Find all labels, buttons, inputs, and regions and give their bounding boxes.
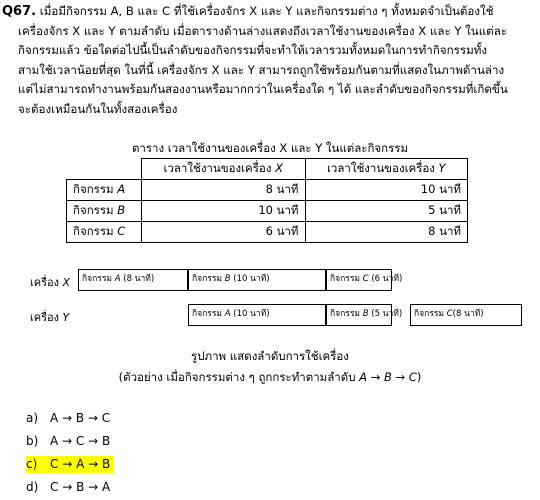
question-line-4: สามใช้เวลาน้อยที่สุด ในที่นี้ เครื่องจักร X และ Y สามารถถูกใช้พร้อมกันตามที่แสดงในภาพด้านล่าง [18, 62, 505, 77]
bar-duration: (5 นาที) [368, 309, 403, 319]
choice-text: A → B → C [50, 411, 111, 425]
cell-x-value: 6 นาที [142, 222, 306, 243]
choice-letter: d) [26, 480, 39, 494]
choice-text: A → C → B [50, 434, 111, 448]
bar-duration: (8 นาที) [120, 274, 155, 284]
bar-text: กิจกรรม [192, 274, 225, 284]
row-label-var: B [117, 203, 126, 217]
machine-y-text: เครื่อง [30, 311, 63, 324]
question-line-6: จะต้องเหมือนกันในทั้งสองเครื่อง [18, 101, 178, 116]
row-label [67, 201, 142, 222]
table-row [67, 222, 468, 243]
machine-x-label [30, 273, 70, 291]
figure-caption: รูปภาพ แสดงลำดับการใช้เครื่อง [191, 349, 349, 363]
table-caption: ตาราง เวลาใช้งานของเครื่อง X และ Y ในแต่ละกิจกรรม [131, 141, 409, 155]
cell-y-value: 10 นาที [305, 180, 467, 201]
choice-c[interactable] [26, 456, 114, 473]
question-line-3: กิจกรรมแล้ว ข้อใดต่อไปนี้เป็นลำดับของกิจกรรมที่จะทำให้เวลารวมทั้งหมดในการทำกิจกรรมทั้ง [18, 43, 488, 57]
bar-x-activity-c [326, 269, 403, 291]
bar-text: กิจกรรม [414, 309, 447, 319]
question-block [2, 2, 536, 119]
bar-text: กิจกรรม [192, 309, 225, 319]
header-x-text: เวลาใช้งานของเครื่อง [163, 161, 276, 175]
choice-letter: b) [26, 434, 39, 448]
row-label [67, 222, 142, 243]
table-header-y [305, 159, 467, 180]
bar-text: กิจกรรม [330, 274, 363, 284]
bar-x-activity-b [188, 269, 326, 291]
question-line-1 [2, 2, 536, 22]
bar-x-activity-a [78, 269, 188, 291]
row-label-var: C [117, 224, 126, 238]
bar-var: B [224, 274, 231, 284]
machine-y-label [30, 308, 69, 326]
bar-text: กิจกรรม [82, 274, 115, 284]
cell-y-value: 5 นาที [305, 201, 467, 222]
bar-var: A [224, 309, 231, 319]
row-label-text: กิจกรรม [73, 224, 118, 238]
choice-a[interactable] [26, 410, 114, 427]
bar-duration: (8 นาที) [452, 309, 484, 319]
table-row [67, 201, 468, 222]
row-label-var: A [117, 182, 126, 196]
bar-duration: (6 นาที) [368, 274, 403, 284]
bar-y-activity-c [410, 304, 522, 326]
usage-time-table [66, 158, 468, 243]
question-line-2: เครื่องจักร X และ Y ตามลำดับ เมื่อตารางด้านล่างแสดงถึงเวลาใช้งานของเครื่อง X และ Y ในแต่ละ [18, 23, 508, 38]
question-line-5: แต่ไม่สามารถทำงานพร้อมกันสองงานหรือมากกว่าในเครื่องใด ๆ ได้ และลำดับของกิจกรรมที่เกิดขึ้น [18, 82, 508, 96]
cell-x-value: 10 นาที [142, 201, 306, 222]
header-x-var: X [275, 161, 283, 175]
cell-y-value: 8 นาที [305, 222, 467, 243]
bar-var: A [114, 274, 121, 284]
bar-duration: (10 นาที) [230, 309, 270, 319]
row-label-text: กิจกรรม [73, 203, 118, 217]
example-text: (ตัวอย่าง เมื่อกิจกรรมต่าง ๆ ถูกกระทำตามลำดับ [118, 370, 360, 384]
choice-text: C → B → A [50, 480, 111, 494]
header-y-text: เวลาใช้งานของเครื่อง [326, 161, 439, 175]
machine-x-var: X [62, 276, 71, 289]
row-label [67, 180, 142, 201]
table-corner-cell [67, 159, 142, 180]
bar-text: กิจกรรม [330, 309, 363, 319]
choice-d[interactable] [26, 479, 114, 496]
header-y-var: Y [438, 161, 446, 175]
bar-var: B [362, 309, 369, 319]
choice-letter: a) [26, 411, 39, 425]
choice-letter: c) [26, 457, 38, 471]
bar-y-activity-a [188, 304, 326, 326]
cell-x-value: 8 นาที [142, 180, 306, 201]
machine-x-text: เครื่อง [30, 276, 63, 289]
bar-var: C [446, 309, 453, 319]
question-text: เมื่อมีกิจกรรม A, B และ C ที่ใช้เครื่องจักร X และ Y และกิจกรรมต่าง ๆ ทั้งหมดจำเป็นต้องใช้ [39, 4, 494, 18]
table-row [67, 180, 468, 201]
machine-y-var: Y [62, 311, 70, 324]
example-close: ) [416, 370, 422, 384]
example-sequence: A → B → C [359, 370, 417, 384]
table-header-x [142, 159, 306, 180]
bar-y-activity-b [326, 304, 403, 326]
row-label-text: กิจกรรม [73, 182, 118, 196]
bar-var: C [362, 274, 369, 284]
choice-text: C → A → B [50, 457, 111, 471]
bar-duration: (10 นาที) [230, 274, 270, 284]
question-number: Q67. [2, 4, 37, 19]
choice-b[interactable] [26, 433, 114, 450]
figure-example-caption [0, 369, 540, 387]
table-header-row [67, 159, 468, 180]
